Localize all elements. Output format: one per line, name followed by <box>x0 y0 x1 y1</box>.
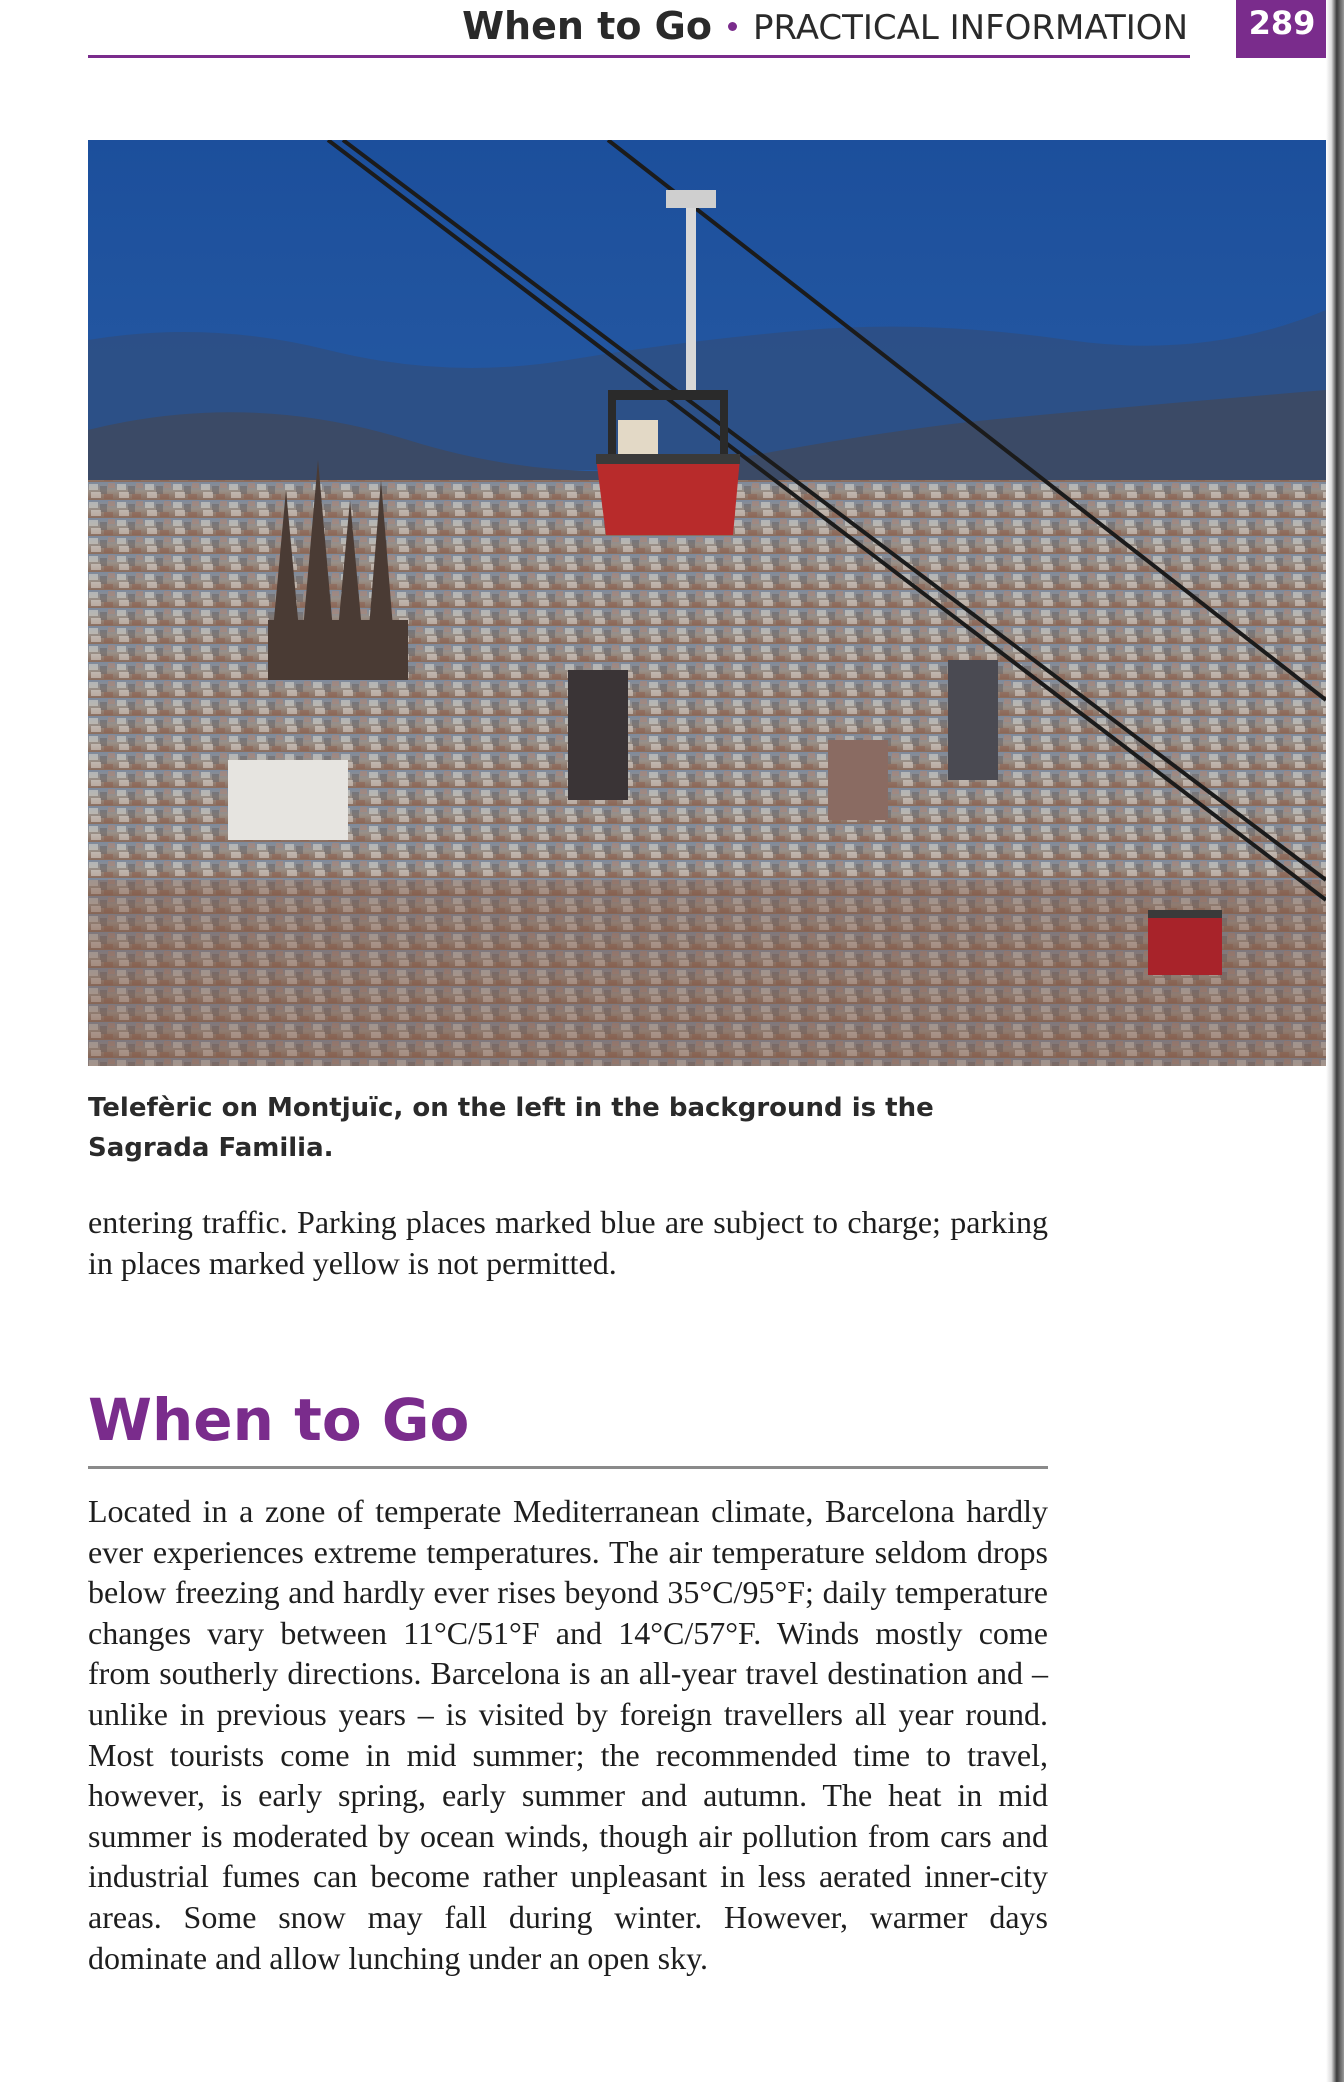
book-spine-edge <box>1326 0 1344 2082</box>
section-heading-rule <box>88 1466 1048 1469</box>
second-cable-car <box>1148 910 1222 975</box>
continued-paragraph: entering traffic. Parking places marked blue are subject to charge; parking in places marked yellow is not permitted. <box>88 1204 1048 1281</box>
section-heading: When to Go <box>88 1386 470 1454</box>
running-head-text <box>88 0 1188 58</box>
running-head-rule <box>88 55 1190 58</box>
when-to-go-paragraph: Located in a zone of temperate Mediterranean climate, Barcelona hardly ever experiences extreme temperatures. The air temperature seldom drops below freezing and hardly ever rises beyond 35°C/95°F; daily temperature changes vary between 11°C/51°F and 14°C/57°F. Winds mostly come from southerly directions. Barcelona is an all-year travel destination and – unlike in previous years – is visited by foreign travellers all year round. Most tourists come in mid summer; the recommended time to travel, however, is early spring, early summer and autumn. The heat in mid summer is moderated by ocean winds, though air pollution from cars and industrial fumes can become rather unpleasant in less aerated inner-city areas. Some snow may fall during winter. However, warmer days dominate and allow lunching under an open sky. <box>88 1493 1048 1976</box>
foreground-rooftops <box>88 880 1326 1066</box>
photo-caption: Telefèric on Montjuïc, on the left in the background is the Sagrada Familia. <box>88 1093 934 1163</box>
running-head-title: When to Go <box>462 4 712 48</box>
running-head-section: PRACTICAL INFORMATION <box>752 8 1188 48</box>
photo-cable-car-over-barcelona <box>88 140 1326 1066</box>
page-number: 289 <box>1236 0 1328 58</box>
bullet-dot-icon <box>728 22 737 31</box>
photo-illustration <box>88 140 1326 1066</box>
